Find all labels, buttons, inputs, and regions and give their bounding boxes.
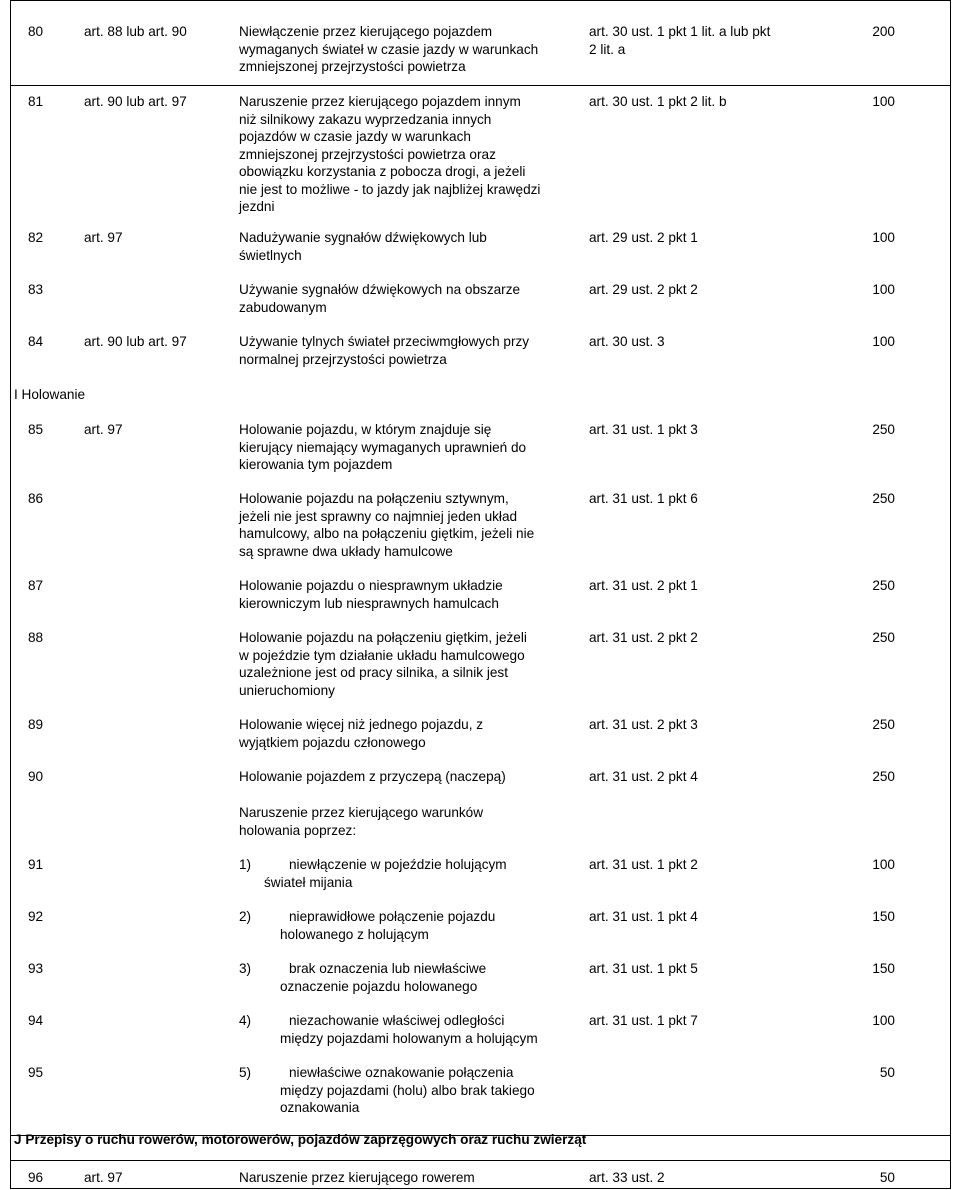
fine-amount: 100 — [872, 1013, 895, 1028]
legal-basis: art. 90 lub art. 97 — [84, 334, 187, 349]
section-heading: I Holowanie — [14, 387, 86, 402]
fine-amount: 250 — [872, 717, 895, 732]
legal-basis: art. 97 — [84, 230, 123, 245]
regulation-reference: art. 31 ust. 1 pkt 4 — [589, 909, 698, 924]
row-divider — [10, 85, 950, 86]
offense-description: Naruszenie przez kierującego rowerem — [239, 1170, 475, 1185]
fine-amount: 100 — [872, 230, 895, 245]
fine-amount: 250 — [872, 578, 895, 593]
offense-description: Holowanie więcej niż jednego pojazdu, z wyjątkiem pojazdu członowego — [239, 717, 484, 750]
row-number: 86 — [28, 491, 44, 506]
offense-description: 5) niewłaściwe oznakowanie połączenia między pojazdami (holu) albo brak takiego oznakowania — [239, 1065, 535, 1115]
regulation-reference: art. 33 ust. 2 — [589, 1170, 665, 1185]
row-number: 91 — [28, 857, 44, 872]
regulation-reference: art. 31 ust. 1 pkt 7 — [589, 1013, 698, 1028]
row-number: 96 — [28, 1170, 44, 1185]
offense-description: Holowanie pojazdem z przyczepą (naczepą) — [239, 769, 506, 784]
row-number: 93 — [28, 961, 44, 976]
fine-amount: 200 — [872, 24, 895, 39]
fine-amount: 250 — [872, 769, 895, 784]
fine-amount: 50 — [879, 1065, 895, 1080]
offense-description: Używanie tylnych świateł przeciwmgłowych przy normalnej przejrzystości powietrza — [239, 334, 530, 367]
row-number: 84 — [28, 334, 44, 349]
group-intro: Naruszenie przez kierującego warunków holowania poprzez: — [239, 805, 484, 838]
row-number: 89 — [28, 717, 44, 732]
offense-description: Używanie sygnałów dźwiękowych na obszarze zabudowanym — [239, 282, 521, 315]
row-number: 80 — [28, 24, 44, 39]
row-number: 87 — [28, 578, 44, 593]
row-divider — [10, 1160, 950, 1161]
offense-description: Holowanie pojazdu, w którym znajduje się kierujący niemający wymaganych uprawnień do kierowania tym pojazdem — [239, 422, 527, 472]
fine-amount: 150 — [872, 909, 895, 924]
row-number: 81 — [28, 94, 44, 109]
regulation-reference: art. 31 ust. 1 pkt 3 — [589, 422, 698, 437]
row-number: 95 — [28, 1065, 44, 1080]
legal-basis: art. 97 — [84, 422, 123, 437]
regulation-reference: art. 29 ust. 2 pkt 1 — [589, 230, 698, 245]
legal-basis: art. 97 — [84, 1170, 123, 1185]
offense-description: 4) niezachowanie właściwej odległości między pojazdami holowanym a holującym — [239, 1013, 538, 1046]
fine-amount: 100 — [872, 857, 895, 872]
fine-amount: 250 — [872, 630, 895, 645]
fine-amount: 250 — [872, 422, 895, 437]
regulation-reference: art. 31 ust. 2 pkt 3 — [589, 717, 698, 732]
row-number: 83 — [28, 282, 44, 297]
regulation-reference: art. 31 ust. 1 pkt 5 — [589, 961, 698, 976]
regulation-reference: art. 31 ust. 2 pkt 4 — [589, 769, 698, 784]
fine-amount: 100 — [872, 94, 895, 109]
fine-amount: 150 — [872, 961, 895, 976]
regulation-reference: art. 30 ust. 1 pkt 1 lit. a lub pkt 2 lit. a — [589, 24, 771, 57]
row-number: 88 — [28, 630, 44, 645]
regulation-reference: art. 31 ust. 1 pkt 2 — [589, 857, 698, 872]
row-number: 85 — [28, 422, 44, 437]
offense-description: Holowanie pojazdu na połączeniu sztywnym, jeżeli nie jest sprawny co najmniej jeden układ hamulcowy, albo na połączeniu giętkim, jeżeli nie są sprawne dwa układy hamulcowe — [239, 491, 535, 559]
offense-description: Holowanie pojazdu na połączeniu giętkim, jeżeli w pojeździe tym działanie układu hamulcowego uzależnione jest od pracy silnika, a silnik jest unieruchomiony — [239, 630, 527, 698]
offense-description: Nadużywanie sygnałów dźwiękowych lub świetlnych — [239, 230, 487, 263]
regulation-reference: art. 30 ust. 1 pkt 2 lit. b — [589, 94, 727, 109]
regulation-reference: art. 29 ust. 2 pkt 2 — [589, 282, 698, 297]
fine-amount: 100 — [872, 334, 895, 349]
fine-amount: 250 — [872, 491, 895, 506]
offense-description: Niewłączenie przez kierującego pojazdem wymaganych świateł w czasie jazdy w warunkach zmniejszonej przejrzystości powietrza — [239, 24, 539, 74]
offense-description: Holowanie pojazdu o niesprawnym układzie kierowniczym lub niesprawnych hamulcach — [239, 578, 503, 611]
row-number: 92 — [28, 909, 44, 924]
offense-description: 2) nieprawidłowe połączenie pojazdu holowanego z holującym — [239, 909, 496, 942]
row-divider — [10, 0, 950, 1]
offense-description: 1) niewłączenie w pojeździe holującym świateł mijania — [239, 857, 507, 890]
fine-amount: 50 — [879, 1170, 895, 1185]
row-number: 94 — [28, 1013, 44, 1028]
row-number: 90 — [28, 769, 44, 784]
row-number: 82 — [28, 230, 44, 245]
offense-description: Naruszenie przez kierującego pojazdem innym niż silnikowy zakazu wyprzedzania innych pojazdów w czasie jazdy w warunkach zmniejszonej przejrzystości powietrza oraz obowiązku korzystania z pobocza drogi, a jeżeli nie jest to możliwe - to jazdy jak najbliżej krawędzi jezdni — [239, 94, 541, 214]
regulation-reference: art. 31 ust. 2 pkt 2 — [589, 630, 698, 645]
regulation-reference: art. 30 ust. 3 — [589, 334, 665, 349]
regulation-reference: art. 31 ust. 2 pkt 1 — [589, 578, 698, 593]
offense-description: 3) brak oznaczenia lub niewłaściwe oznaczenie pojazdu holowanego — [239, 961, 487, 994]
legal-basis: art. 88 lub art. 90 — [84, 24, 187, 39]
legal-basis: art. 90 lub art. 97 — [84, 94, 187, 109]
fine-amount: 100 — [872, 282, 895, 297]
section-heading: J Przepisy o ruchu rowerów, motorowerów, pojazdów zaprzęgowych oraz ruchu zwierząt — [14, 1132, 587, 1147]
regulation-reference: art. 31 ust. 1 pkt 6 — [589, 491, 698, 506]
